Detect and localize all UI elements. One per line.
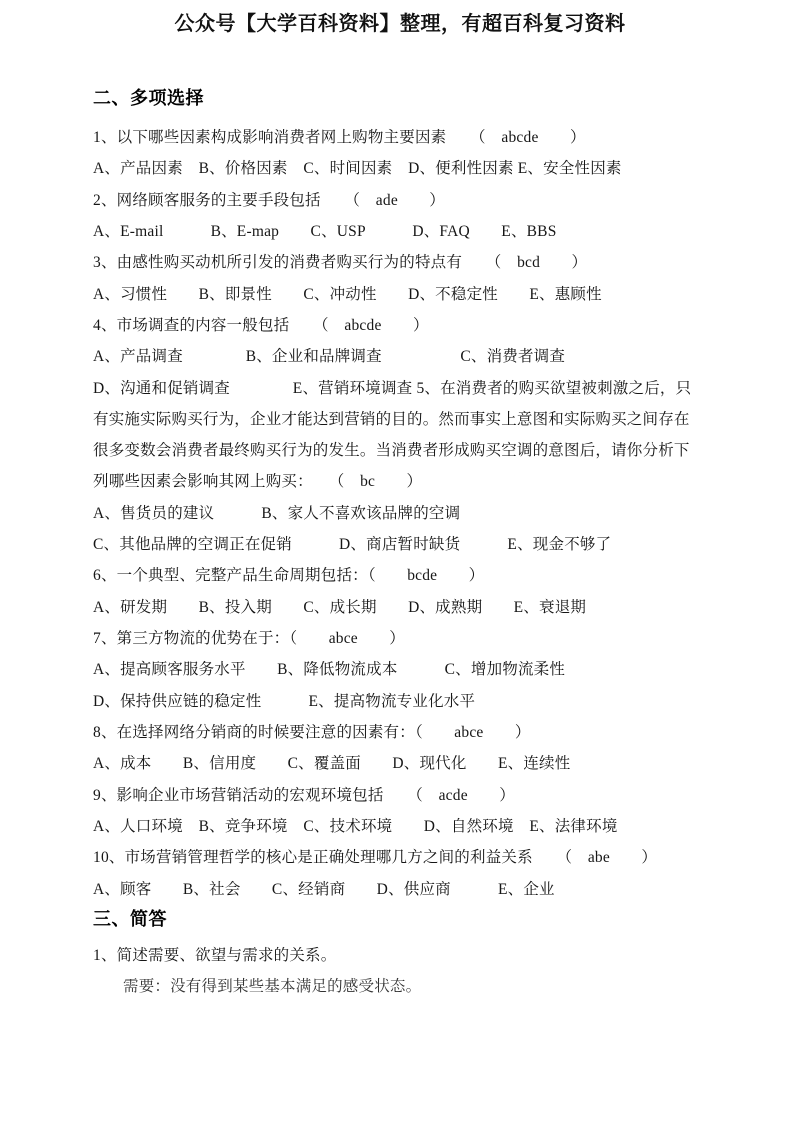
question-6-options: A、研发期 B、投入期 C、成长期 D、成熟期 E、衰退期 bbox=[93, 598, 587, 616]
question-4: 4、市场调查的内容一般包括 （ abcde ） bbox=[93, 316, 429, 334]
question-3-options: A、习惯性 B、即景性 C、冲动性 D、不稳定性 E、惠顾性 bbox=[93, 285, 602, 303]
question-5-continued-3: 列哪些因素会影响其网上购买： （ bc ） bbox=[93, 473, 423, 491]
question-7-options-row-2: D、保持供应链的稳定性 E、提高物流专业化水平 bbox=[93, 692, 476, 710]
question-5-options-row-2: C、其他品牌的空调正在促销 D、商店暂时缺货 E、现金不够了 bbox=[93, 536, 612, 554]
question-4-options-row-2-and-question-5: D、沟通和促销调查 E、营销环境调查 5、在消费者的购买欲望被刺激之后，只 bbox=[93, 379, 692, 397]
question-1: 1、以下哪些因素构成影响消费者网上购物主要因素 （ abcde ） bbox=[93, 129, 586, 146]
question-9-options: A、人口环境 B、竞争环境 C、技术环境 D、自然环境 E、法律环境 bbox=[93, 817, 618, 835]
question-8-options: A、成本 B、信用度 C、覆盖面 D、现代化 E、连续性 bbox=[93, 755, 571, 773]
question-9: 9、影响企业市场营销活动的宏观环境包括 （ acde ） bbox=[93, 786, 515, 804]
multiple-choice-section bbox=[93, 122, 707, 905]
short-answer-question-1: 1、简述需要、欲望与需求的关系。 bbox=[93, 946, 337, 964]
question-1-options: A、产品因素 B、价格因素 C、时间因素 D、便利性因素 E、安全性因素 bbox=[93, 160, 622, 178]
question-7: 7、第三方物流的优势在于：（ abce ） bbox=[93, 630, 405, 647]
question-8: 8、在选择网络分销商的时候要注意的因素有：（ abce ） bbox=[93, 723, 531, 741]
section-heading-short-answer: 三、简答 bbox=[93, 908, 167, 929]
question-6: 6、一个典型、完整产品生命周期包括：（ bcde ） bbox=[93, 567, 485, 585]
question-5-continued-2: 很多变数会消费者最终购买行为的发生。当消费者形成购买空调的意图后，请你分析下 bbox=[93, 442, 690, 460]
question-2-options: A、E-mail B、E-map C、USP D、FAQ E、BBS bbox=[93, 222, 557, 240]
short-answer-section bbox=[93, 940, 707, 1003]
question-5-options-row-1: A、售货员的建议 B、家人不喜欢该品牌的空调 bbox=[93, 504, 461, 522]
question-10: 10、市场营销管理哲学的核心是正确处理哪几方之间的利益关系 （ abe ） bbox=[93, 849, 658, 867]
question-7-options-row-1: A、提高顾客服务水平 B、降低物流成本 C、增加物流柔性 bbox=[93, 661, 566, 679]
page-title: 公众号【大学百科资料】整理，有超百科复习资料 bbox=[174, 13, 626, 35]
question-3: 3、由感性购买动机所引发的消费者购买行为的特点有 （ bcd ） bbox=[93, 254, 588, 272]
section-heading-multiple-choice: 二、多项选择 bbox=[93, 88, 204, 108]
question-10-options: A、顾客 B、社会 C、经销商 D、供应商 E、企业 bbox=[93, 880, 555, 898]
question-4-options-row-1: A、产品调查 B、企业和品牌调查 C、消费者调查 bbox=[93, 348, 566, 366]
question-2: 2、网络顾客服务的主要手段包括 （ ade ） bbox=[93, 191, 446, 209]
short-answer-response-1: 需要：没有得到某些基本满足的感受状态。 bbox=[123, 978, 422, 996]
question-5-continued-1: 有实施实际购买行为，企业才能达到营销的目的。然而事实上意图和实际购买之间存在 bbox=[93, 410, 690, 428]
